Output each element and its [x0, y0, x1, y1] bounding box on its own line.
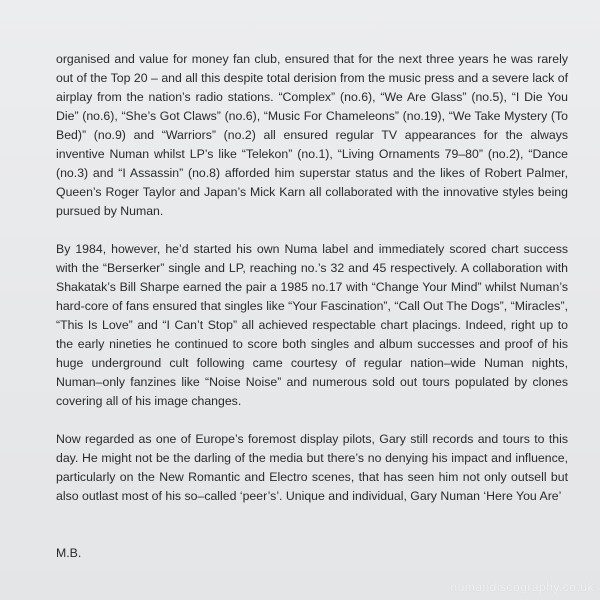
paragraph-2: By 1984, however, he’d started his own Numa label and immediately scored chart success with the “Berserker” single and LP, reaching no.’s 32 and 45 respectively. A collaboration with Shakatak’s Bill Sharpe earned the pair a 1985 no.17 with “Change Your Mind” whilst Numan’s hard-core of fans ensured that singles like “Your Fascination”, “Call Out The Dogs”, “Miracles”, “This Is Love” and “I Can’t Stop” all achieved respectable chart placings. Indeed, right up to the early nineties he continued to score both singles and album successes and proof of his huge underground cult following came courtesy of regular nation–wide Numan nights, Numan–only fanzines like “Noise Noise” and numerous sold out tours populated by clones covering all of his image changes.: [56, 242, 568, 408]
author-signature: M.B.: [56, 546, 82, 560]
site-watermark: numandiscography.co.uk: [450, 580, 594, 594]
liner-notes-text: [56, 50, 568, 525]
paragraph-3: Now regarded as one of Europe’s foremost display pilots, Gary still records and tours to this day. He might not be the darling of the media but there’s no denying his impact and influence, particularly on the New Romantic and Electro scenes, that has seen him not only outsell but also outlast most of his so–called ‘peer’s’. Unique and individual, Gary Numan ‘Here You Are’: [56, 432, 568, 503]
paragraph-1: organised and value for money fan club, ensured that for the next three years he was rarely out of the Top 20 – and all this despite total derision from the music press and a severe lack of airplay from the nation’s radio stations. “Complex” (no.6), “We Are Glass” (no.5), “I Die You Die” (no.6), “She’s Got Claws” (no.6), “Music For Chameleons” (no.19), “We Take Mystery (To Bed)” (no.9) and “Warriors” (no.2) all ensured regular TV appearances for the always inventive Numan whilst LP’s like “Telekon” (no.1), “Living Ornaments 79–80” (no.2), “Dance (no.3) and “I Assassin” (no.8) afforded him superstar status and the likes of Robert Palmer, Queen’s Roger Taylor and Japan’s Mick Karn all collaborated with the innovative styles being pursued by Numan.: [56, 52, 568, 218]
